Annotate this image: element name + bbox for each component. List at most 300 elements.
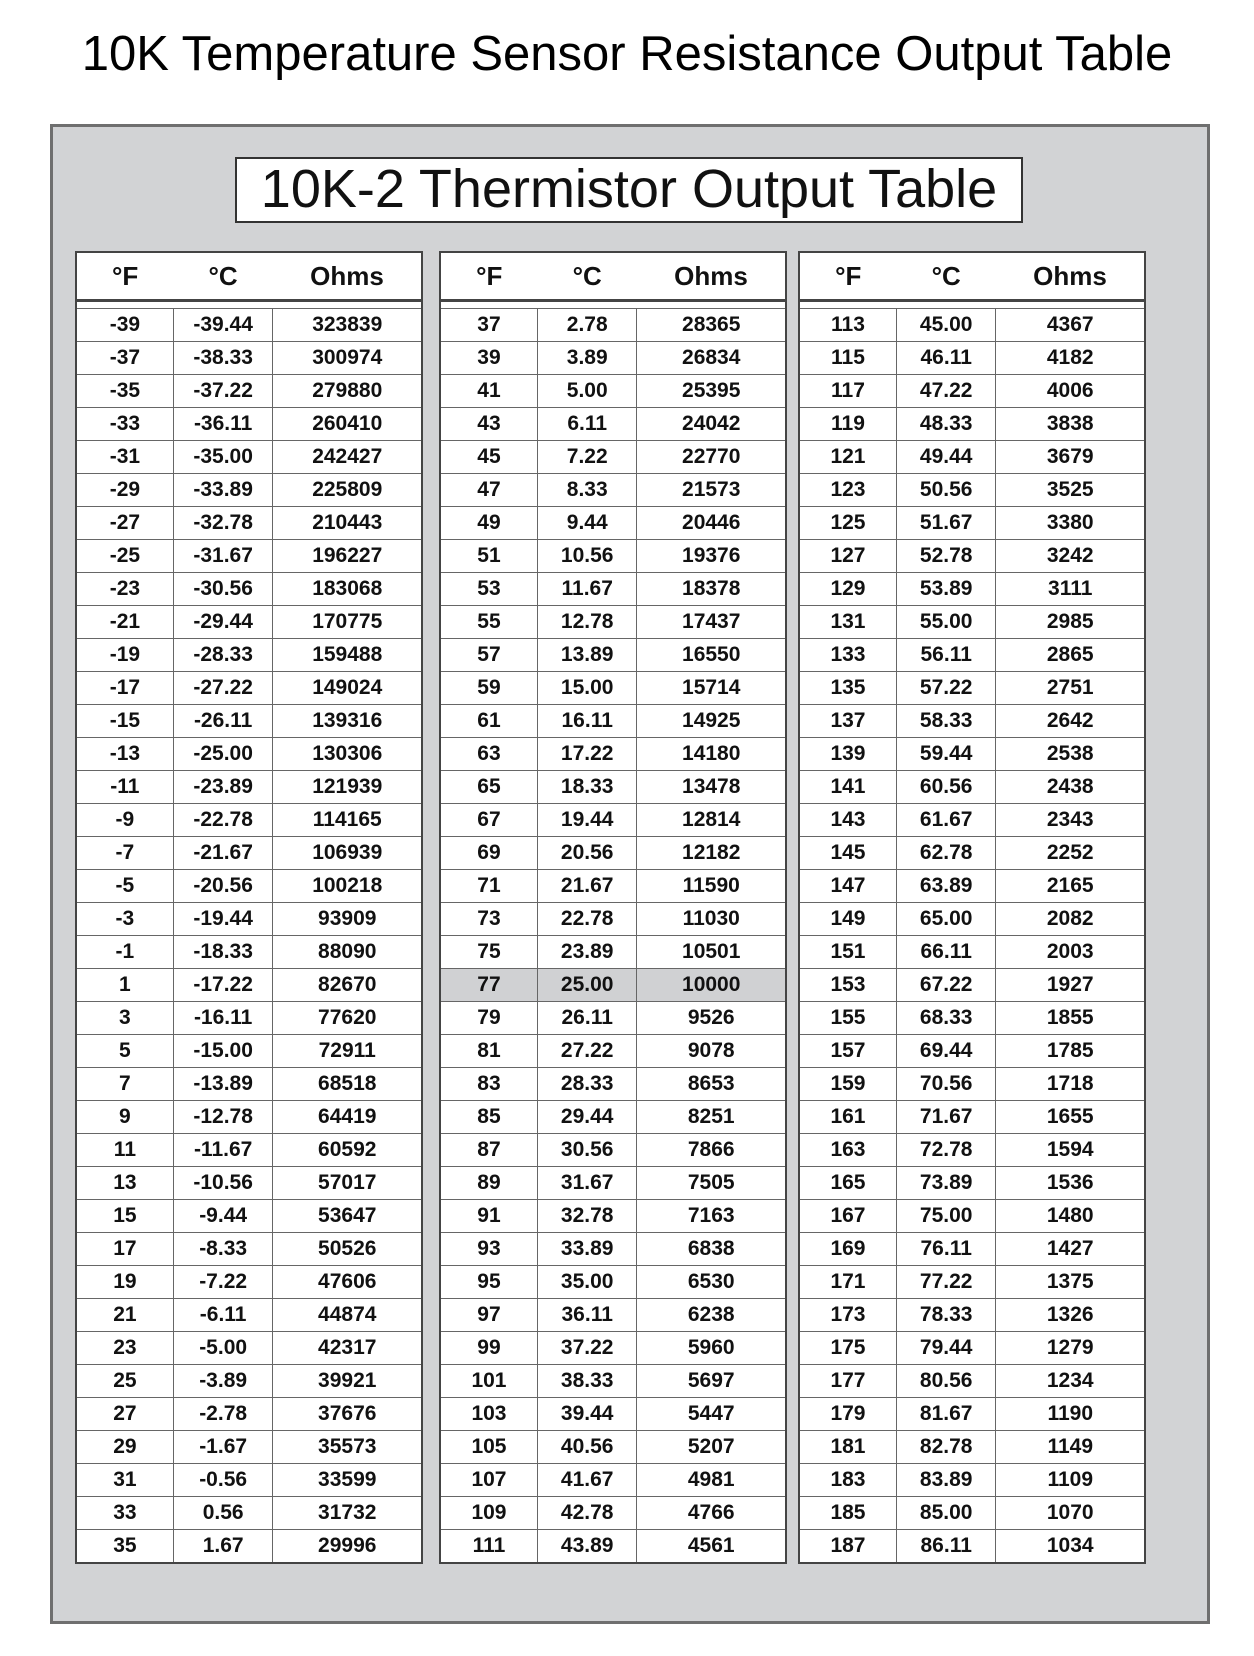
cell-celsius: 33.89	[537, 1233, 636, 1266]
cell-ohms: 18378	[637, 573, 786, 606]
thermistor-panel	[50, 124, 1210, 1624]
cell-fahrenheit: 11	[76, 1134, 173, 1167]
table-row	[799, 309, 1145, 342]
table-row	[76, 771, 422, 804]
table-row	[76, 1266, 422, 1299]
cell-fahrenheit: 85	[440, 1101, 537, 1134]
table-row	[440, 342, 786, 375]
table-row	[440, 1068, 786, 1101]
cell-fahrenheit: 65	[440, 771, 537, 804]
cell-ohms: 22770	[637, 441, 786, 474]
cell-celsius: -3.89	[173, 1365, 273, 1398]
cell-ohms: 25395	[637, 375, 786, 408]
cell-ohms: 7505	[637, 1167, 786, 1200]
cell-celsius: 13.89	[537, 639, 636, 672]
table-row	[799, 342, 1145, 375]
header-ohms: Ohms	[996, 252, 1145, 301]
table-row	[799, 936, 1145, 969]
table-row	[440, 474, 786, 507]
cell-fahrenheit: -11	[76, 771, 173, 804]
cell-fahrenheit: 125	[799, 507, 896, 540]
cell-celsius: -37.22	[173, 375, 273, 408]
cell-ohms: 31732	[273, 1497, 422, 1530]
table-row	[799, 540, 1145, 573]
table-row	[440, 606, 786, 639]
cell-ohms: 5207	[637, 1431, 786, 1464]
cell-fahrenheit: 69	[440, 837, 537, 870]
cell-celsius: -15.00	[173, 1035, 273, 1068]
cell-celsius: 36.11	[537, 1299, 636, 1332]
cell-celsius: -29.44	[173, 606, 273, 639]
cell-celsius: 61.67	[896, 804, 995, 837]
cell-ohms: 10000	[637, 969, 786, 1002]
header-fahrenheit: °F	[440, 252, 537, 301]
cell-ohms: 5960	[637, 1332, 786, 1365]
thermistor-table-2	[439, 251, 787, 1564]
cell-fahrenheit: 111	[440, 1530, 537, 1564]
cell-celsius: 25.00	[537, 969, 636, 1002]
cell-celsius: 66.11	[896, 936, 995, 969]
cell-celsius: 68.33	[896, 1002, 995, 1035]
cell-fahrenheit: 163	[799, 1134, 896, 1167]
cell-ohms: 1785	[996, 1035, 1145, 1068]
cell-ohms: 47606	[273, 1266, 422, 1299]
cell-fahrenheit: 91	[440, 1200, 537, 1233]
cell-celsius: -26.11	[173, 705, 273, 738]
cell-celsius: 81.67	[896, 1398, 995, 1431]
table-row	[440, 1332, 786, 1365]
cell-ohms: 1655	[996, 1101, 1145, 1134]
cell-celsius: -25.00	[173, 738, 273, 771]
header-ohms: Ohms	[637, 252, 786, 301]
cell-celsius: 76.11	[896, 1233, 995, 1266]
cell-ohms: 24042	[637, 408, 786, 441]
cell-fahrenheit: -5	[76, 870, 173, 903]
cell-fahrenheit: 141	[799, 771, 896, 804]
table-row	[76, 1365, 422, 1398]
table-row	[76, 507, 422, 540]
cell-ohms: 1070	[996, 1497, 1145, 1530]
cell-ohms: 100218	[273, 870, 422, 903]
cell-celsius: 79.44	[896, 1332, 995, 1365]
table-row	[440, 672, 786, 705]
cell-fahrenheit: 147	[799, 870, 896, 903]
cell-fahrenheit: 179	[799, 1398, 896, 1431]
cell-ohms: 1034	[996, 1530, 1145, 1564]
table-row	[799, 573, 1145, 606]
cell-celsius: 47.22	[896, 375, 995, 408]
cell-celsius: 30.56	[537, 1134, 636, 1167]
cell-celsius: 80.56	[896, 1365, 995, 1398]
cell-ohms: 26834	[637, 342, 786, 375]
cell-fahrenheit: 153	[799, 969, 896, 1002]
table-row	[76, 1068, 422, 1101]
cell-ohms: 323839	[273, 309, 422, 342]
cell-ohms: 17437	[637, 606, 786, 639]
cell-fahrenheit: 23	[76, 1332, 173, 1365]
cell-ohms: 68518	[273, 1068, 422, 1101]
cell-ohms: 20446	[637, 507, 786, 540]
cell-ohms: 4981	[637, 1464, 786, 1497]
table-row	[799, 474, 1145, 507]
table-row	[799, 1332, 1145, 1365]
cell-celsius: 55.00	[896, 606, 995, 639]
table-row	[799, 1002, 1145, 1035]
cell-fahrenheit: -7	[76, 837, 173, 870]
cell-ohms: 16550	[637, 639, 786, 672]
cell-fahrenheit: 131	[799, 606, 896, 639]
cell-celsius: 59.44	[896, 738, 995, 771]
cell-celsius: 6.11	[537, 408, 636, 441]
table-row	[440, 1266, 786, 1299]
cell-ohms: 14180	[637, 738, 786, 771]
table-row	[76, 1002, 422, 1035]
cell-celsius: -13.89	[173, 1068, 273, 1101]
cell-celsius: 78.33	[896, 1299, 995, 1332]
cell-fahrenheit: 19	[76, 1266, 173, 1299]
cell-ohms: 6838	[637, 1233, 786, 1266]
cell-celsius: 16.11	[537, 705, 636, 738]
table-row	[440, 903, 786, 936]
table-row	[440, 1299, 786, 1332]
cell-ohms: 3679	[996, 441, 1145, 474]
cell-ohms: 1855	[996, 1002, 1145, 1035]
cell-fahrenheit: 145	[799, 837, 896, 870]
table-row	[76, 540, 422, 573]
cell-celsius: -30.56	[173, 573, 273, 606]
cell-fahrenheit: 89	[440, 1167, 537, 1200]
cell-fahrenheit: 105	[440, 1431, 537, 1464]
cell-fahrenheit: -29	[76, 474, 173, 507]
cell-fahrenheit: 185	[799, 1497, 896, 1530]
cell-fahrenheit: -33	[76, 408, 173, 441]
cell-ohms: 210443	[273, 507, 422, 540]
spacer-row	[799, 301, 1145, 309]
cell-ohms: 12182	[637, 837, 786, 870]
cell-celsius: 8.33	[537, 474, 636, 507]
table-row	[76, 804, 422, 837]
cell-fahrenheit: 113	[799, 309, 896, 342]
cell-celsius: 86.11	[896, 1530, 995, 1564]
table-row	[799, 969, 1145, 1002]
spacer-row	[440, 301, 786, 309]
table-row	[440, 870, 786, 903]
cell-ohms: 2642	[996, 705, 1145, 738]
table-row	[440, 441, 786, 474]
cell-fahrenheit: 173	[799, 1299, 896, 1332]
table-row	[76, 1464, 422, 1497]
cell-ohms: 114165	[273, 804, 422, 837]
table-row	[440, 837, 786, 870]
cell-celsius: 39.44	[537, 1398, 636, 1431]
cell-celsius: 17.22	[537, 738, 636, 771]
table-row	[76, 441, 422, 474]
table-row	[440, 1530, 786, 1564]
cell-fahrenheit: 129	[799, 573, 896, 606]
cell-fahrenheit: 171	[799, 1266, 896, 1299]
table-row	[799, 1200, 1145, 1233]
cell-celsius: -28.33	[173, 639, 273, 672]
table-row	[76, 408, 422, 441]
cell-celsius: 9.44	[537, 507, 636, 540]
cell-ohms: 13478	[637, 771, 786, 804]
table-row	[799, 870, 1145, 903]
cell-fahrenheit: 121	[799, 441, 896, 474]
cell-celsius: 22.78	[537, 903, 636, 936]
table-row	[799, 1167, 1145, 1200]
cell-celsius: -20.56	[173, 870, 273, 903]
cell-celsius: 60.56	[896, 771, 995, 804]
cell-fahrenheit: -31	[76, 441, 173, 474]
cell-ohms: 106939	[273, 837, 422, 870]
cell-ohms: 7163	[637, 1200, 786, 1233]
cell-celsius: 52.78	[896, 540, 995, 573]
cell-celsius: 18.33	[537, 771, 636, 804]
cell-celsius: 77.22	[896, 1266, 995, 1299]
cell-celsius: -7.22	[173, 1266, 273, 1299]
cell-fahrenheit: 9	[76, 1101, 173, 1134]
cell-ohms: 53647	[273, 1200, 422, 1233]
cell-ohms: 77620	[273, 1002, 422, 1035]
cell-ohms: 2165	[996, 870, 1145, 903]
table-row	[799, 507, 1145, 540]
cell-celsius: 27.22	[537, 1035, 636, 1068]
cell-fahrenheit: 103	[440, 1398, 537, 1431]
cell-celsius: -12.78	[173, 1101, 273, 1134]
page-title: 10K Temperature Sensor Resistance Output Table	[81, 27, 1173, 81]
table-row	[440, 408, 786, 441]
cell-fahrenheit: 155	[799, 1002, 896, 1035]
cell-ohms: 6530	[637, 1266, 786, 1299]
table-row	[799, 837, 1145, 870]
cell-ohms: 7866	[637, 1134, 786, 1167]
cell-ohms: 1190	[996, 1398, 1145, 1431]
cell-ohms: 2985	[996, 606, 1145, 639]
cell-celsius: 5.00	[537, 375, 636, 408]
cell-celsius: 11.67	[537, 573, 636, 606]
cell-fahrenheit: 79	[440, 1002, 537, 1035]
cell-celsius: -36.11	[173, 408, 273, 441]
cell-fahrenheit: 135	[799, 672, 896, 705]
table-row	[76, 573, 422, 606]
table-row	[799, 1068, 1145, 1101]
cell-ohms: 279880	[273, 375, 422, 408]
table-row	[799, 804, 1145, 837]
cell-fahrenheit: 63	[440, 738, 537, 771]
cell-celsius: 3.89	[537, 342, 636, 375]
cell-ohms: 50526	[273, 1233, 422, 1266]
cell-fahrenheit: 109	[440, 1497, 537, 1530]
cell-celsius: 1.67	[173, 1530, 273, 1564]
cell-celsius: 20.56	[537, 837, 636, 870]
table-row	[440, 1035, 786, 1068]
cell-celsius: -35.00	[173, 441, 273, 474]
cell-fahrenheit: -37	[76, 342, 173, 375]
cell-celsius: -23.89	[173, 771, 273, 804]
cell-celsius: 45.00	[896, 309, 995, 342]
cell-fahrenheit: 35	[76, 1530, 173, 1564]
table-row	[440, 1134, 786, 1167]
table-row	[76, 375, 422, 408]
cell-fahrenheit: 177	[799, 1365, 896, 1398]
cell-fahrenheit: 101	[440, 1365, 537, 1398]
cell-celsius: 15.00	[537, 672, 636, 705]
cell-ohms: 6238	[637, 1299, 786, 1332]
table-row	[440, 309, 786, 342]
cell-celsius: 31.67	[537, 1167, 636, 1200]
cell-ohms: 60592	[273, 1134, 422, 1167]
cell-fahrenheit: 181	[799, 1431, 896, 1464]
cell-ohms: 300974	[273, 342, 422, 375]
table-row	[440, 1200, 786, 1233]
table-row	[76, 738, 422, 771]
cell-fahrenheit: 165	[799, 1167, 896, 1200]
cell-ohms: 44874	[273, 1299, 422, 1332]
cell-celsius: 29.44	[537, 1101, 636, 1134]
cell-celsius: 51.67	[896, 507, 995, 540]
cell-celsius: -16.11	[173, 1002, 273, 1035]
cell-fahrenheit: 87	[440, 1134, 537, 1167]
cell-ohms: 8251	[637, 1101, 786, 1134]
cell-celsius: -6.11	[173, 1299, 273, 1332]
cell-fahrenheit: 81	[440, 1035, 537, 1068]
table-row	[799, 408, 1145, 441]
cell-fahrenheit: 13	[76, 1167, 173, 1200]
cell-ohms: 3380	[996, 507, 1145, 540]
header-ohms: Ohms	[273, 252, 422, 301]
cell-fahrenheit: 139	[799, 738, 896, 771]
cell-fahrenheit: 67	[440, 804, 537, 837]
cell-fahrenheit: 3	[76, 1002, 173, 1035]
cell-ohms: 82670	[273, 969, 422, 1002]
cell-ohms: 1375	[996, 1266, 1145, 1299]
cell-ohms: 225809	[273, 474, 422, 507]
cell-ohms: 39921	[273, 1365, 422, 1398]
table-row	[76, 1398, 422, 1431]
cell-ohms: 42317	[273, 1332, 422, 1365]
table-row	[440, 1431, 786, 1464]
cell-ohms: 260410	[273, 408, 422, 441]
cell-celsius: 37.22	[537, 1332, 636, 1365]
cell-ohms: 4006	[996, 375, 1145, 408]
cell-celsius: -0.56	[173, 1464, 273, 1497]
table-row	[76, 342, 422, 375]
cell-celsius: 70.56	[896, 1068, 995, 1101]
cell-fahrenheit: 41	[440, 375, 537, 408]
cell-fahrenheit: 95	[440, 1266, 537, 1299]
panel-title: 10K-2 Thermistor Output Table	[235, 157, 1023, 223]
cell-celsius: 21.67	[537, 870, 636, 903]
thermistor-table-1	[75, 251, 423, 1564]
header-celsius: °C	[537, 252, 636, 301]
cell-celsius: -19.44	[173, 903, 273, 936]
cell-celsius: 85.00	[896, 1497, 995, 1530]
cell-ohms: 4561	[637, 1530, 786, 1564]
cell-ohms: 196227	[273, 540, 422, 573]
table-row	[76, 936, 422, 969]
cell-fahrenheit: 93	[440, 1233, 537, 1266]
cell-celsius: 43.89	[537, 1530, 636, 1564]
cell-celsius: -27.22	[173, 672, 273, 705]
cell-celsius: 28.33	[537, 1068, 636, 1101]
cell-ohms: 2865	[996, 639, 1145, 672]
cell-fahrenheit: -27	[76, 507, 173, 540]
cell-celsius: 0.56	[173, 1497, 273, 1530]
cell-fahrenheit: 157	[799, 1035, 896, 1068]
cell-ohms: 1149	[996, 1431, 1145, 1464]
cell-fahrenheit: -15	[76, 705, 173, 738]
spacer-row	[76, 301, 422, 309]
cell-fahrenheit: 137	[799, 705, 896, 738]
cell-fahrenheit: -1	[76, 936, 173, 969]
table-row	[76, 474, 422, 507]
cell-fahrenheit: 83	[440, 1068, 537, 1101]
table-row	[440, 1464, 786, 1497]
table-row	[799, 672, 1145, 705]
cell-fahrenheit: 127	[799, 540, 896, 573]
table-row	[76, 1134, 422, 1167]
cell-celsius: 65.00	[896, 903, 995, 936]
cell-ohms: 11030	[637, 903, 786, 936]
cell-ohms: 5697	[637, 1365, 786, 1398]
table-row	[76, 705, 422, 738]
table-row	[799, 1035, 1145, 1068]
cell-fahrenheit: 21	[76, 1299, 173, 1332]
cell-celsius: -8.33	[173, 1233, 273, 1266]
table-row	[76, 309, 422, 342]
cell-ohms: 242427	[273, 441, 422, 474]
cell-fahrenheit: 43	[440, 408, 537, 441]
cell-ohms: 12814	[637, 804, 786, 837]
table-header-row	[799, 252, 1145, 301]
cell-fahrenheit: 15	[76, 1200, 173, 1233]
cell-fahrenheit: 71	[440, 870, 537, 903]
cell-fahrenheit: 151	[799, 936, 896, 969]
cell-celsius: -21.67	[173, 837, 273, 870]
cell-ohms: 149024	[273, 672, 422, 705]
cell-celsius: 57.22	[896, 672, 995, 705]
cell-celsius: -32.78	[173, 507, 273, 540]
cell-fahrenheit: -19	[76, 639, 173, 672]
table-row	[799, 903, 1145, 936]
cell-ohms: 64419	[273, 1101, 422, 1134]
cell-fahrenheit: 37	[440, 309, 537, 342]
table-row	[76, 639, 422, 672]
table-row	[76, 1299, 422, 1332]
table-row	[799, 705, 1145, 738]
cell-celsius: 2.78	[537, 309, 636, 342]
cell-celsius: 71.67	[896, 1101, 995, 1134]
cell-ohms: 1326	[996, 1299, 1145, 1332]
table-row	[440, 705, 786, 738]
cell-fahrenheit: 59	[440, 672, 537, 705]
cell-celsius: 12.78	[537, 606, 636, 639]
cell-ohms: 9526	[637, 1002, 786, 1035]
cell-ohms: 1536	[996, 1167, 1145, 1200]
cell-fahrenheit: -25	[76, 540, 173, 573]
cell-fahrenheit: 29	[76, 1431, 173, 1464]
cell-celsius: 56.11	[896, 639, 995, 672]
cell-fahrenheit: -9	[76, 804, 173, 837]
cell-celsius: 50.56	[896, 474, 995, 507]
cell-fahrenheit: 1	[76, 969, 173, 1002]
cell-fahrenheit: 167	[799, 1200, 896, 1233]
header-celsius: °C	[896, 252, 995, 301]
cell-celsius: 23.89	[537, 936, 636, 969]
cell-fahrenheit: 75	[440, 936, 537, 969]
cell-fahrenheit: 159	[799, 1068, 896, 1101]
cell-celsius: 73.89	[896, 1167, 995, 1200]
